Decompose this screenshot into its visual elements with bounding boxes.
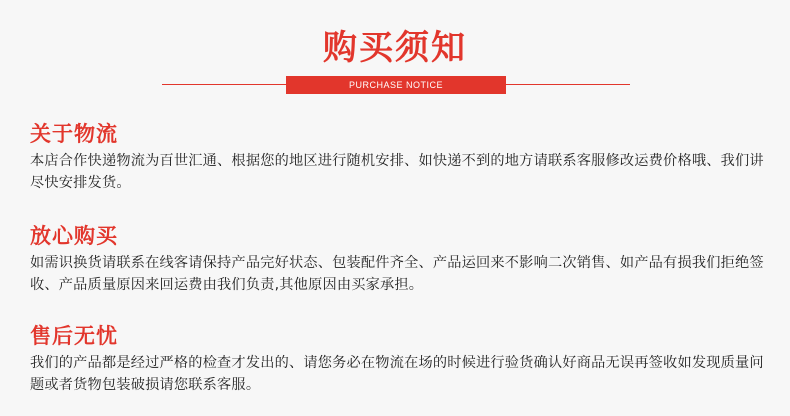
section-after-sales — [30, 322, 770, 396]
section-buy-with-confidence — [30, 222, 770, 296]
page-title: 购买须知 — [323, 28, 467, 68]
section-heading: 售后无忧 — [30, 324, 118, 348]
section-body: 如需识换货请联系在线客请保持产品完好状态、包装配件齐全、产品运回来不影响二次销售、如产品有损我们拒绝签收、产品质量原因来回运费由我们负责,其他原因由买家承担。 — [30, 255, 764, 293]
header-subtitle-band: PURCHASE NOTICE — [286, 76, 506, 94]
section-heading: 放心购买 — [30, 224, 118, 248]
section-heading: 关于物流 — [30, 122, 118, 146]
notice-header — [0, 22, 790, 102]
section-body: 我们的产品都是经过严格的检查才发出的、请您务必在物流在场的时候进行验货确认好商品无误再签收如发现质量问题或者货物包装破损请您联系客服。 — [30, 355, 764, 393]
header-rule-left — [162, 84, 286, 85]
section-body: 本店合作快递物流为百世汇通、根据您的地区进行随机安排、如快递不到的地方请联系客服修改运费价格哦、我们讲尽快安排发货。 — [30, 153, 764, 191]
section-logistics — [30, 120, 770, 194]
header-rule-right — [506, 84, 630, 85]
